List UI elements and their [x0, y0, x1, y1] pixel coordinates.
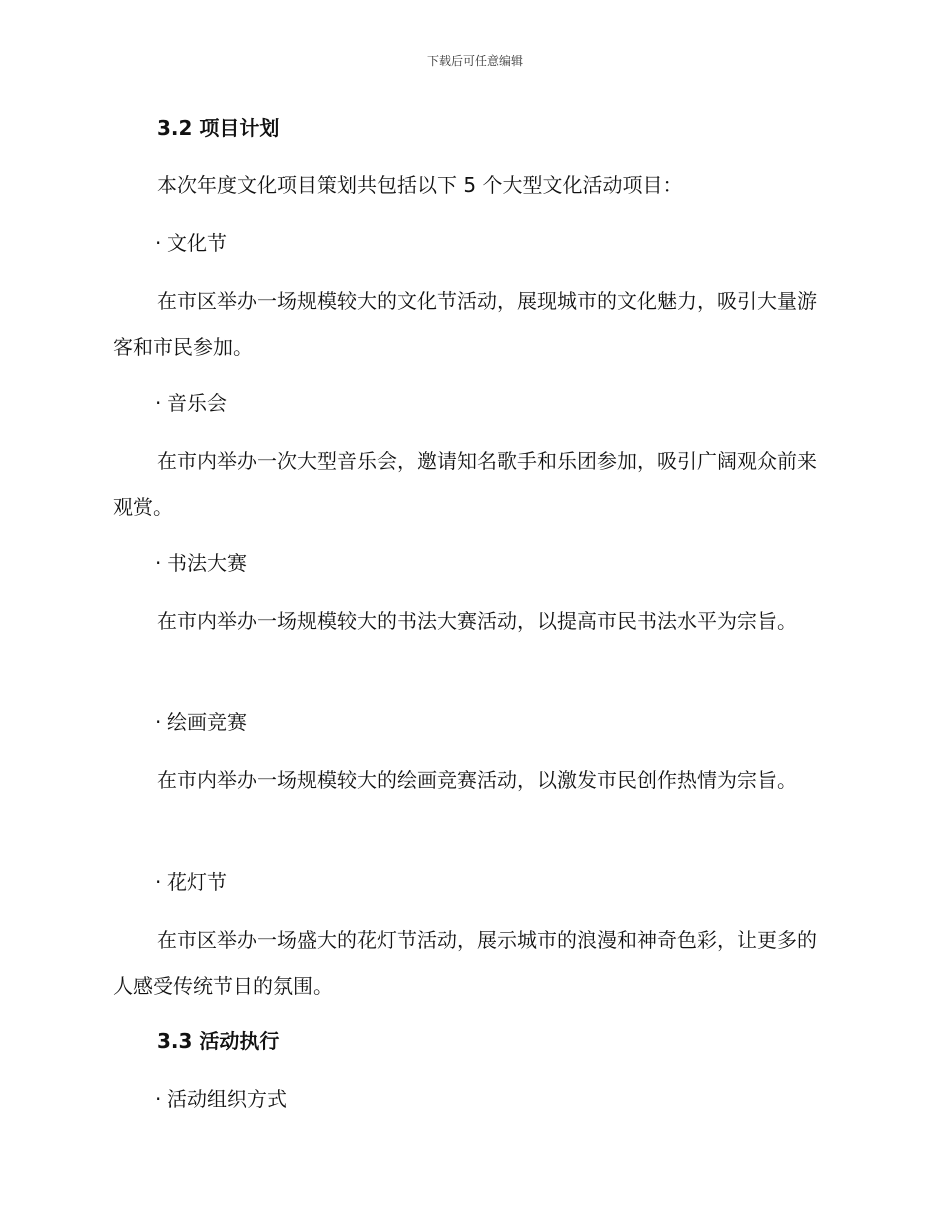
bullet-dot-icon: ·: [155, 231, 162, 255]
section-heading-execution: 3.3 活动执行: [157, 1029, 280, 1053]
project-description-2: 在市内举办一场规模较大的书法大赛活动，以提高市民书法水平为宗旨。: [157, 609, 797, 633]
project-title-4: [155, 868, 227, 896]
project-description-1: 在市内举办一次大型音乐会，邀请知名歌手和乐团参加，吸引广阔观众前来观赏。: [113, 449, 817, 519]
bullet-dot-icon: ·: [155, 391, 162, 415]
project-title-text: 花灯节: [167, 870, 227, 894]
page-header: 下载后可任意编辑: [426, 54, 523, 68]
bullet-dot-icon: ·: [155, 551, 162, 575]
project-title-text: 书法大赛: [167, 551, 247, 575]
project-title-text: 音乐会: [167, 391, 227, 415]
project-description-3: 在市内举办一场规模较大的绘画竞赛活动，以激发市民创作热情为宗旨。: [157, 768, 797, 792]
project-title-1: [155, 389, 227, 417]
project-description-0: 在市区举办一场规模较大的文化节活动，展现城市的文化魅力，吸引大量游客和市民参加。: [113, 289, 817, 359]
project-description-4: 在市区举办一场盛大的花灯节活动，展示城市的浪漫和神奇色彩，让更多的人感受传统节日的氛围。: [113, 928, 817, 998]
bullet-dot-icon: ·: [155, 1087, 162, 1111]
project-title-3: [155, 708, 247, 736]
execution-bullet-text: 活动组织方式: [167, 1087, 287, 1111]
project-title-0: [155, 229, 227, 257]
bullet-dot-icon: ·: [155, 710, 162, 734]
project-title-text: 文化节: [167, 231, 227, 255]
project-title-text: 绘画竞赛: [167, 710, 247, 734]
project-title-2: [155, 549, 247, 577]
section-heading-plan: 3.2 项目计划: [157, 116, 280, 140]
plan-intro-paragraph: 本次年度文化项目策划共包括以下 5 个大型文化活动项目：: [157, 173, 683, 197]
bullet-dot-icon: ·: [155, 870, 162, 894]
execution-bullet: [155, 1085, 287, 1113]
